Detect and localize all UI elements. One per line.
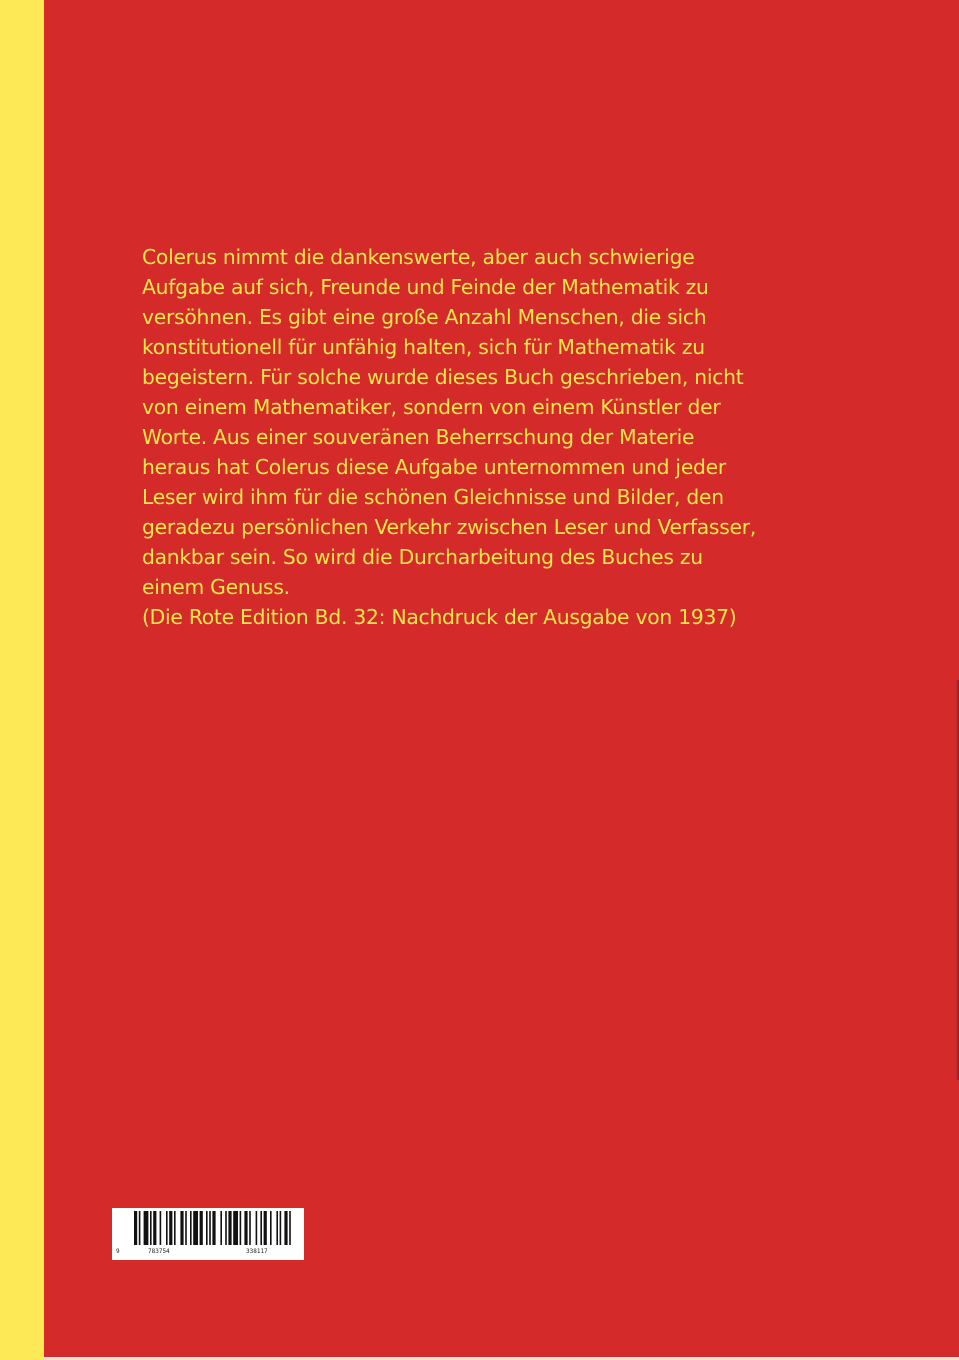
blurb-line: Colerus nimmt die dankenswerte, aber auch schwierige [142, 245, 695, 269]
book-spine [0, 0, 44, 1360]
blurb-line: dankbar sein. So wird die Durcharbeitung des Buches zu [142, 545, 703, 569]
barcode-bars [112, 1208, 304, 1260]
barcode-bar [280, 1211, 282, 1245]
blurb-line: heraus hat Colerus diese Aufgabe unternommen und jeder [142, 455, 726, 479]
blurb-line: Aufgabe auf sich, Freunde und Feinde der Mathematik zu [142, 275, 709, 299]
barcode-bar [144, 1211, 149, 1245]
barcode-bar [190, 1211, 192, 1245]
barcode-bar [160, 1211, 162, 1245]
barcode-bar [139, 1211, 141, 1245]
barcode-bar [284, 1211, 287, 1245]
barcode-bar [249, 1211, 251, 1245]
barcode-bar [256, 1211, 258, 1245]
barcode-bar [228, 1211, 231, 1245]
barcode-bar [233, 1211, 238, 1245]
blurb-line: geradezu persönlichen Verkehr zwischen Leser und Verfasser, [142, 515, 757, 539]
barcode-bar [169, 1211, 172, 1245]
back-cover [44, 0, 959, 1360]
blurb-line: Leser wird ihm für die schönen Gleichnisse und Bilder, den [142, 485, 724, 509]
blurb-line: konstitutionell für unfähig halten, sich für Mathematik zu [142, 335, 705, 359]
blurb-line: begeistern. Für solche wurde dieses Buch geschrieben, nicht [142, 365, 744, 389]
barcode-bar [193, 1211, 198, 1245]
barcode-bar [260, 1211, 262, 1245]
barcode-bar [220, 1211, 222, 1245]
barcode-right-digits: 338117 [246, 1248, 268, 1255]
barcode-bar [180, 1211, 183, 1245]
barcode-bar [150, 1211, 152, 1245]
barcode-bar [212, 1211, 215, 1245]
barcode-bar [200, 1211, 203, 1245]
edition-note: (Die Rote Edition Bd. 32: Nachdruck der Ausgabe von 1937) [142, 605, 737, 629]
barcode-left-digits: 783754 [148, 1248, 170, 1255]
blurb-line: versöhnen. Es gibt eine große Anzahl Menschen, die sich [142, 305, 707, 329]
barcode-bar [209, 1211, 211, 1245]
barcode-bar [134, 1211, 137, 1245]
blurb-text [142, 242, 842, 632]
barcode-bar [153, 1211, 156, 1245]
blurb-line: Worte. Aus einer souveränen Beherrschung der Materie [142, 425, 695, 449]
barcode-bar [225, 1211, 227, 1245]
barcode-bar [206, 1211, 208, 1245]
blurb-line: einem Genuss. [142, 575, 290, 599]
barcode-prefix-digit: 9 [116, 1248, 120, 1255]
barcode-bar [264, 1211, 267, 1245]
blurb-line: von einem Mathematiker, sondern von einem Künstler der [142, 395, 721, 419]
barcode-bar [244, 1211, 247, 1245]
barcode-bar [185, 1211, 187, 1245]
barcode-bar [270, 1211, 272, 1245]
barcode-bar [240, 1211, 242, 1245]
barcode-bar [289, 1211, 291, 1245]
barcode-bar [166, 1211, 168, 1245]
isbn-barcode [112, 1208, 304, 1260]
barcode-bar [174, 1211, 176, 1245]
barcode-bar [276, 1211, 278, 1245]
